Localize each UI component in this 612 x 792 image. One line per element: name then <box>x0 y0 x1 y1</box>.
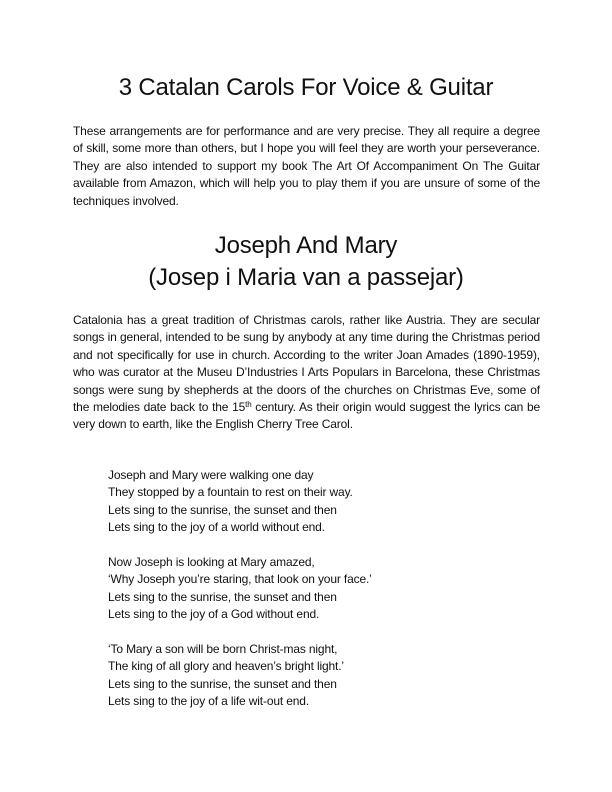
lyric-line: Lets sing to the joy of a God without end. <box>108 607 320 622</box>
intro-paragraph: These arrangements are for performance and are very precise. They all require a degree of skill, some more than others, but I hope you will feel they are worth your perseverance. They are also intended to support my book The Art Of Accompaniment On The Guitar available from Amazon, which will help you to play them if you are unsure of some of the techniques involved. <box>73 124 540 208</box>
lyric-line: Joseph and Mary were walking one day <box>108 468 314 482</box>
document-title: 3 Catalan Carols For Voice & Guitar <box>118 74 494 101</box>
carol-title <box>0 230 612 294</box>
lyric-line: Lets sing to the sunrise, the sunset and then <box>108 502 337 517</box>
ordinal-superscript: th <box>245 400 252 410</box>
history-text-part1: Catalonia has a great tradition of Christmas carols, rather like Austria. They are secular songs in general, intended to be sung by anybody at any time during the Christmas period and not specifically for use in church. According to the writer Joan Amades (1890-1959), who was curator at the Museu D’Industries I Arts Populars in Barcelona, these Christmas songs were sung by shepherds at the doors of the churches on Christmas Eve, some of the melodies date back to the 15 <box>73 313 540 415</box>
lyric-line: Now Joseph is looking at Mary amazed, <box>108 555 315 570</box>
carol-title-english: Joseph And Mary <box>214 232 398 259</box>
lyric-line: Lets sing to the joy of a world without end. <box>108 520 325 535</box>
lyric-line: The king of all glory and heaven’s bright light.’ <box>108 659 344 674</box>
history-paragraph <box>73 312 540 434</box>
lyric-line: ‘To Mary a son will be born Christ-mas night, <box>108 642 338 657</box>
lyric-line: ‘Why Joseph you’re staring, that look on your face.’ <box>108 572 372 587</box>
lyrics-block <box>108 467 372 728</box>
verse-2 <box>108 554 372 624</box>
lyric-line: Lets sing to the sunrise, the sunset and then <box>108 676 337 691</box>
lyric-line: Lets sing to the joy of a life wit-out end. <box>108 694 310 709</box>
lyric-line: They stopped by a fountain to rest on their way. <box>108 485 353 500</box>
verse-3 <box>108 641 372 711</box>
carol-title-catalan: (Josep i Maria van a passejar) <box>148 264 464 291</box>
history-text-part2: century. As their origin would suggest the lyrics can be very down to earth, like the English Cherry Tree Carol. <box>73 400 540 432</box>
lyric-line: Lets sing to the sunrise, the sunset and then <box>108 589 337 604</box>
verse-1 <box>108 467 372 537</box>
